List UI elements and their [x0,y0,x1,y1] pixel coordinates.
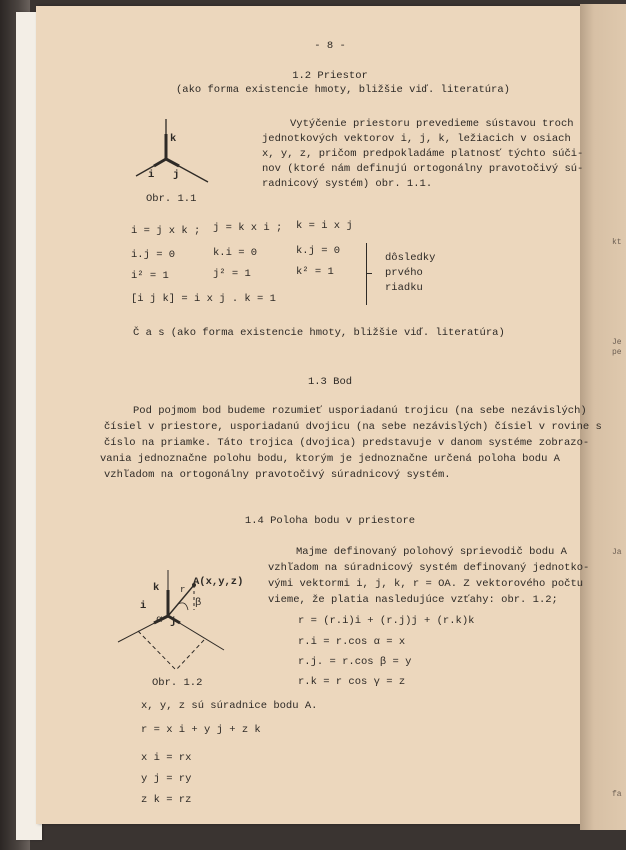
equation: r.j. = r.cos β = y [298,656,412,668]
paragraph-line: vými vektormi i, j, k, r = OA. Z vektorového počtu [268,578,584,590]
component-equation: y j = ry [141,773,192,785]
consequence-label: prvého [385,267,423,279]
time-line: Č a s (ako forma existencie hmoty, bližšie viď. literatúra) [133,327,505,339]
equation: k = i x j [296,220,353,232]
paragraph-line: vzhľadom na súradnicový systém definovaný jednotko- [268,562,590,574]
equation: i² = 1 [131,270,169,282]
paragraph-line: Majme definovaný polohový sprievodič bodu A [296,546,567,558]
figure-label-k: k [153,582,160,594]
figure-label-point-a: A(x,y,z) [193,576,244,588]
paragraph-line: čísiel v priestore, usporiadanú dvojicu (na sebe nezávislých) čísiel v rovine s [104,421,602,433]
paragraph-line: x, y, z, pričom predpokladáme platnosť týchto súči- [262,148,584,160]
equation: r = (r.i)i + (r.j)j + (r.k)k [298,615,475,627]
equation: i.j = 0 [131,249,176,261]
right-page-fragment: pe [612,348,622,357]
equation: i = j x k ; [131,225,201,237]
equation: k.j = 0 [296,245,341,257]
figure-label-alpha: α [156,614,163,626]
paragraph-line: vania jednoznačne polohu bodu, ktorým je jednoznačne určená poloha bodu A [100,453,560,465]
figure-label-beta: β [195,597,202,609]
paragraph-line: Vytýčenie priestoru prevedieme sústavou troch [290,118,574,130]
right-page-fragment: Ja [612,548,622,557]
figure-caption: Obr. 1.2 [152,677,203,689]
component-equation: x i = rx [141,752,192,764]
section-subheading: (ako forma existencie hmoty, bližšie viď. literatúra) [176,84,510,96]
figure-label-j: j [170,616,177,628]
paragraph-line: vieme, že platia nasledujúce vzťahy: obr. 1.2; [268,594,558,606]
paragraph-line: radnicový systém) obr. 1.1. [262,178,433,190]
right-page-fragment: kt [612,238,622,247]
consequence-label: riadku [385,282,423,294]
next-page-edge [580,4,626,830]
vector-sum: r = x i + y j + z k [141,724,261,736]
figure-caption: Obr. 1.1 [146,193,197,205]
equation: j² = 1 [213,268,251,280]
equation: j = k x i ; [213,222,283,234]
paragraph-line: nov (ktoré nám definujú ortogonálny pravotočivý sú- [262,163,584,175]
coordinates-line: x, y, z sú súradnice bodu A. [141,700,318,712]
brace [360,243,367,305]
component-equation: z k = rz [141,794,192,806]
section-heading-poloha: 1.4 Poloha bodu v priestore [244,515,416,527]
triple-product: [i j k] = i x j . k = 1 [131,293,276,305]
equation: k.i = 0 [213,247,258,259]
section-heading-priestor: 1.2 Priestor [292,70,368,82]
page-number: - 8 - [314,40,346,52]
figure-label-i: i [140,600,147,612]
equation: r.i = r.cos α = x [298,636,406,648]
paragraph-line: Pod pojmom bod budeme rozumieť usporiadanú trojicu (na sebe nezávislých) [133,405,587,417]
consequence-label: dôsledky [385,252,436,264]
right-page-fragment: fa [612,790,622,799]
equation: r.k = r cos γ = z [298,676,406,688]
figure-label-i: i [148,169,155,181]
equation: k² = 1 [296,266,334,278]
figure-label-j: j [173,169,180,181]
right-page-fragment: Je [612,338,622,347]
figure-label-r: r [180,585,186,595]
paragraph-line: vzhľadom na ortogonálny pravotočivý súradnicový systém. [104,469,451,481]
paragraph-line: jednotkových vektorov i, j, k, ležiacich v osiach [262,133,571,145]
section-heading-bod: 1.3 Bod [307,376,353,388]
paragraph-line: číslo na priamke. Táto trojica (dvojica) predstavuje v danom systéme zobrazo- [104,437,590,449]
figure-label-k: k [170,133,177,145]
